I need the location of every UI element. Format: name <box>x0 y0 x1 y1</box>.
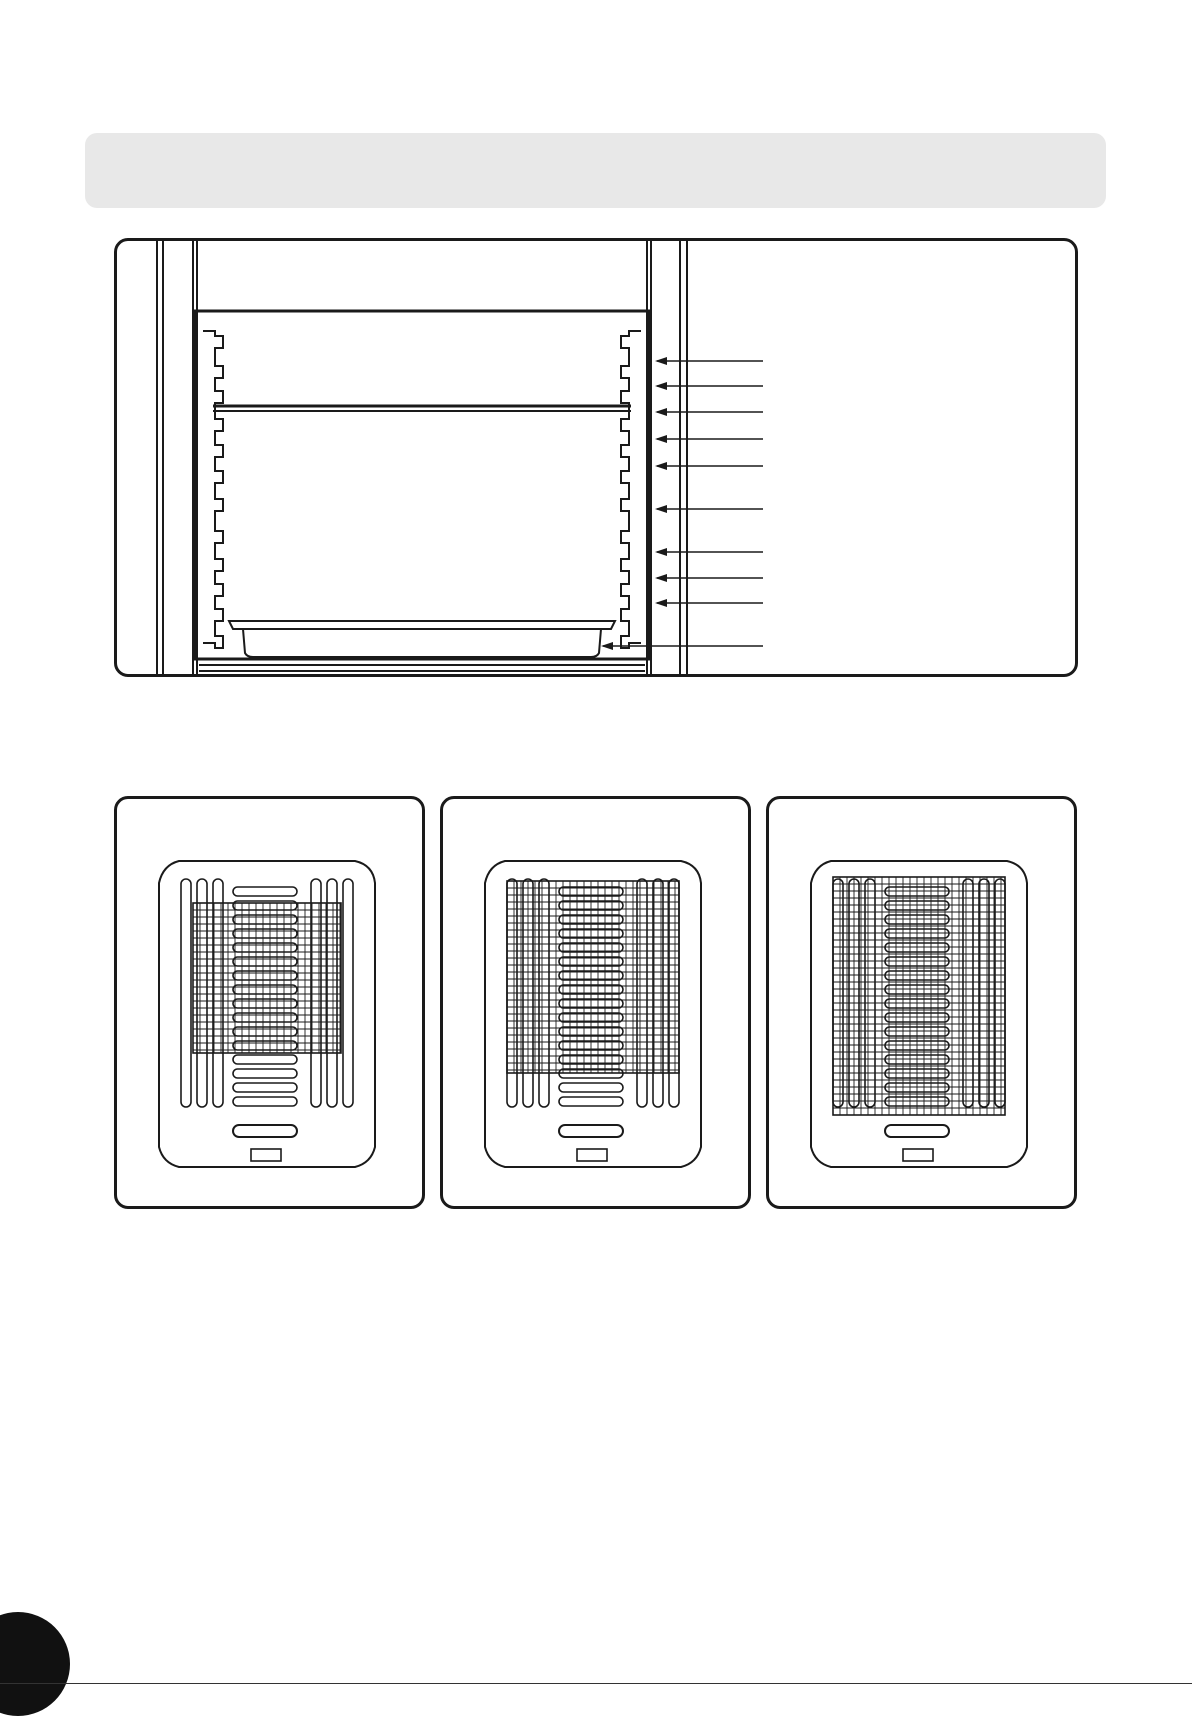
heating-element-loop <box>233 1027 297 1036</box>
grill-figure-3 <box>766 796 1077 1209</box>
oven-cross-section-drawing <box>117 241 1078 677</box>
grill-figure-1 <box>114 796 425 1209</box>
heating-element-loop <box>233 887 297 896</box>
heating-element-loop <box>559 1097 623 1106</box>
heating-element-loop <box>233 985 297 994</box>
heating-element-loop <box>343 879 353 1107</box>
grill-drawing-1 <box>117 799 425 1209</box>
heating-element-loop <box>233 1097 297 1106</box>
heating-element-loop <box>233 1069 297 1078</box>
shelf-level-arrowhead <box>655 548 667 556</box>
drip-tray <box>243 629 601 657</box>
heating-element-loop <box>559 1083 623 1092</box>
heating-element-loop <box>233 1055 297 1064</box>
shelf-runner <box>203 331 223 648</box>
shelf-level-arrowhead <box>655 382 667 390</box>
heating-element-loop <box>233 929 297 938</box>
grill-figure-2 <box>440 796 751 1209</box>
heating-element-loop <box>213 879 223 1107</box>
shelf-level-arrowhead <box>655 462 667 470</box>
oven-cavity <box>195 311 649 659</box>
section-header-band <box>85 133 1106 208</box>
heating-element-loop <box>233 1083 297 1092</box>
grill-label-plate <box>903 1149 933 1161</box>
grill-heating-zone <box>193 903 341 1053</box>
heating-element-loop <box>311 879 321 1107</box>
heating-element-loop <box>233 943 297 952</box>
grill-label-plate <box>251 1149 281 1161</box>
grill-label-plate <box>577 1149 607 1161</box>
heating-element-loop <box>197 879 207 1107</box>
page-number-tab <box>0 1612 70 1716</box>
grill-drawing-3 <box>769 799 1077 1209</box>
heating-element-loop <box>233 957 297 966</box>
shelf-level-arrowhead <box>655 505 667 513</box>
drip-tray-rim <box>229 621 615 629</box>
heating-element-loop <box>233 915 297 924</box>
grill-bottom-slot <box>233 1125 297 1137</box>
drip-tray-arrowhead <box>601 642 613 650</box>
shelf-level-arrowhead <box>655 408 667 416</box>
heating-element-loop <box>233 1013 297 1022</box>
grill-bottom-slot <box>559 1125 623 1137</box>
heating-element-loop <box>233 1041 297 1050</box>
shelf-level-arrowhead <box>655 574 667 582</box>
shelf-level-arrowhead <box>655 357 667 365</box>
shelf-level-arrowhead <box>655 435 667 443</box>
heating-element-loop <box>327 879 337 1107</box>
heating-element-loop <box>233 971 297 980</box>
oven-cross-section-figure <box>114 238 1078 677</box>
heating-element-loop <box>233 999 297 1008</box>
grill-drawing-2 <box>443 799 751 1209</box>
heating-element-loop <box>181 879 191 1107</box>
shelf-level-arrowhead <box>655 599 667 607</box>
footer-rule <box>0 1683 1192 1684</box>
shelf-runner <box>621 331 641 648</box>
grill-bottom-slot <box>885 1125 949 1137</box>
